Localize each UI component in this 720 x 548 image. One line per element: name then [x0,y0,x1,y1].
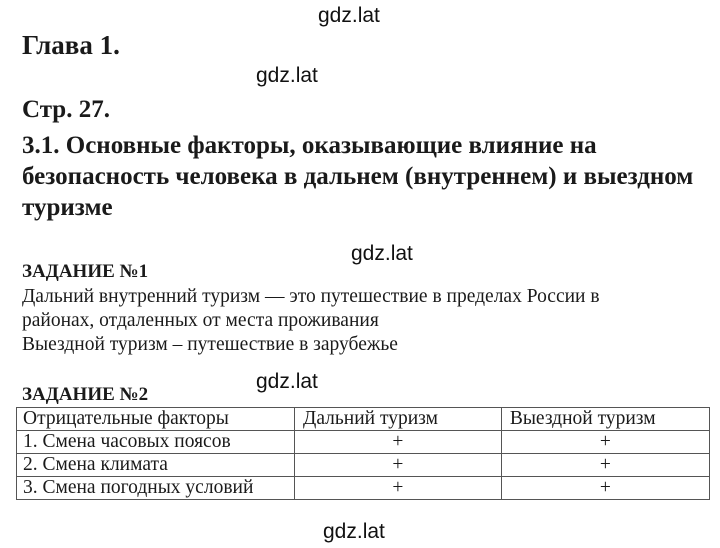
header-cell-outbound: Выездной туризм [501,408,709,431]
watermark: gdz.lat [323,520,385,543]
task-1-heading: ЗАДАНИЕ №1 [22,261,149,282]
task-2-heading: ЗАДАНИЕ №2 [22,384,149,405]
table-cell: + [295,477,502,500]
table-cell: + [295,431,502,454]
chapter-heading: Глава 1. [22,30,120,60]
page-reference: Стр. 27. [22,96,110,123]
answer-line: Дальний внутренний туризм — это путешествие в пределах России в [22,286,600,307]
answer-line: Выездной туризм – путешествие в зарубежье [22,334,398,355]
table-cell: 1. Смена часовых поясов [17,431,295,454]
answer-line: районах, отдаленных от места проживания [22,310,379,331]
watermark: gdz.lat [318,4,380,27]
table-cell: + [295,454,502,477]
table-cell: 2. Смена климата [17,454,295,477]
table-cell: + [501,477,709,500]
table-header-row [17,408,710,431]
table-row [17,431,710,454]
factors-table [16,407,710,500]
watermark: gdz.lat [256,370,318,393]
watermark: gdz.lat [351,242,413,265]
header-cell-factors: Отрицательные факторы [17,408,295,431]
task-1-answer [22,285,712,357]
table-cell: + [501,431,709,454]
table-row [17,477,710,500]
watermark: gdz.lat [256,64,318,87]
section-title: 3.1. Основные факторы, оказывающие влияние на безопасность человека в дальнем (внутреннем) и выездном туризме [22,132,694,221]
header-cell-long-distance: Дальний туризм [295,408,502,431]
table-cell: + [501,454,709,477]
table-cell: 3. Смена погодных условий [17,477,295,500]
table-row [17,454,710,477]
